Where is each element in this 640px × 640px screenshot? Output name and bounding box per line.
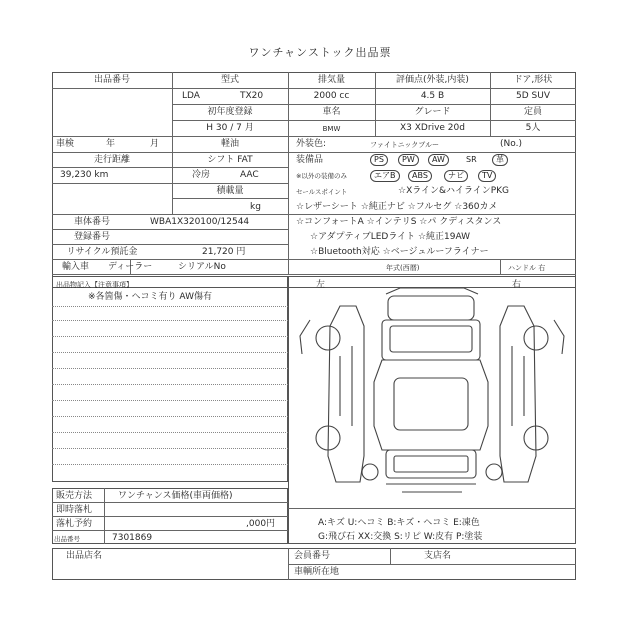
equipment-note: ※以外の装備のみ [296,172,347,180]
equip-aw: AW [428,154,449,166]
sales-point-5: ☆Bluetooth対応 ☆ベージュルーフライナー [310,247,489,257]
notes-line1: ※各箇傷・ヘコミ有り AW傷有 [88,292,212,302]
grade-label: グレード [414,107,451,117]
mileage-value: 39,230 km [60,170,109,180]
equip-pw: PW [398,154,419,166]
instant-label: 即時落札 [56,505,93,515]
diagram-legend-1: A:キズ U:ヘコミ B:キズ・ヘコミ E:凍色 [318,518,480,528]
inspection-month: 月 [150,139,160,149]
chassis-value: WBA1X320100/12544 [150,217,250,227]
score-value: 4.5 B [420,91,445,101]
diagram-left-label: 左 [316,280,326,290]
maker-label: 車名 [322,107,341,117]
grade-value: X3 XDrive 20d [400,123,465,133]
stock-label: 出品番号 [54,535,80,543]
year-label: 年式(西暦) [386,264,420,272]
recycle-value: 21,720 円 [202,247,246,257]
exterior-color-label: 外装色: [296,139,327,149]
aircon-value: AAC [240,170,259,180]
model-prefix: LDA [182,91,200,101]
fuel-value: 軽油 [220,139,239,149]
exterior-color-value: ファイトニックブルー [370,141,440,149]
member-label: 会員番号 [294,551,331,561]
sales-point-1: ☆Xライン&ハイラインPKG [398,186,510,196]
serial-value: シリアルNo [178,262,226,272]
capacity-value: 5人 [525,123,541,133]
transmission-value: シフト FAT [207,155,253,165]
sales-point-2: ☆レザーシート ☆純正ナビ ☆フルセグ ☆360カメ [296,202,498,212]
model-code: TX20 [240,91,264,101]
load-label: 積載量 [216,186,244,196]
capacity-label: 定員 [523,107,542,117]
sheet-title: ワンチャンストック出品票 [248,46,392,59]
aircon-label: 冷房 [192,170,211,180]
sale-method-label: 販売方法 [56,491,93,501]
shop-label: 出品店名 [66,551,103,561]
mileage-label: 走行距離 [93,155,130,165]
notes-label: 出品物記入【注意事項】 [56,281,133,289]
equip-navi: ナビ [444,170,468,182]
equip-abs: ABS [408,170,432,182]
price-suffix: ,000円 [246,519,276,529]
displacement-value: 2000 cc [313,91,350,101]
door-label: ドア,形状 [513,75,553,85]
chassis-label: 車体番号 [73,217,110,227]
sales-point-3: ☆コンフォートA ☆インテリS ☆パ クディスタンス [296,217,502,227]
equip-sr: SR [462,154,481,166]
equip-airbag: エアB [370,170,400,182]
equip-leather: 革 [492,154,508,166]
diagram-right-label: 右 [512,280,522,290]
equipment-label: 装備品 [296,155,324,165]
import-label: 輸入車 [62,262,90,272]
recycle-label: リサイクル預託金 [66,247,138,257]
inspection-year: 年 [106,139,116,149]
equip-ps: PS [370,154,388,166]
first-reg-value: H 30 / 7 月 [206,123,254,133]
load-unit: kg [250,202,261,212]
sale-method-value: ワンチャンス価格(車両価格) [118,491,233,501]
dealer-value: ディーラー [108,262,153,272]
area-label: 車輌所在地 [294,567,340,577]
first-reg-label: 初年度登録 [207,107,253,117]
handle-label: ハンドル 右 [508,264,546,272]
diagram-legend-2: G:飛び石 XX:交換 S:リピ W:皮有 P:塗装 [318,532,483,542]
displacement-label: 排気量 [317,75,345,85]
contract-label: 落札予約 [56,519,93,529]
branch-label: 支店名 [424,551,452,561]
equip-tv: TV [478,170,496,182]
inspection-label: 車検 [56,139,75,149]
score-label: 評価点(外装,内装) [396,75,469,85]
reg-label: 登録番号 [73,232,110,242]
sales-point-4: ☆アダプティブLEDライト ☆純正19AW [310,232,471,242]
sales-points-label: セールスポイント [296,188,348,196]
stock-value: 7301869 [112,533,153,543]
model-label: 型式 [220,75,239,85]
car-damage-diagram [290,286,574,506]
color-no: (No.) [500,139,522,149]
product-number-label: 出品番号 [93,75,130,85]
maker-value: BMW [322,125,341,133]
door-value: 5D SUV [516,91,550,101]
